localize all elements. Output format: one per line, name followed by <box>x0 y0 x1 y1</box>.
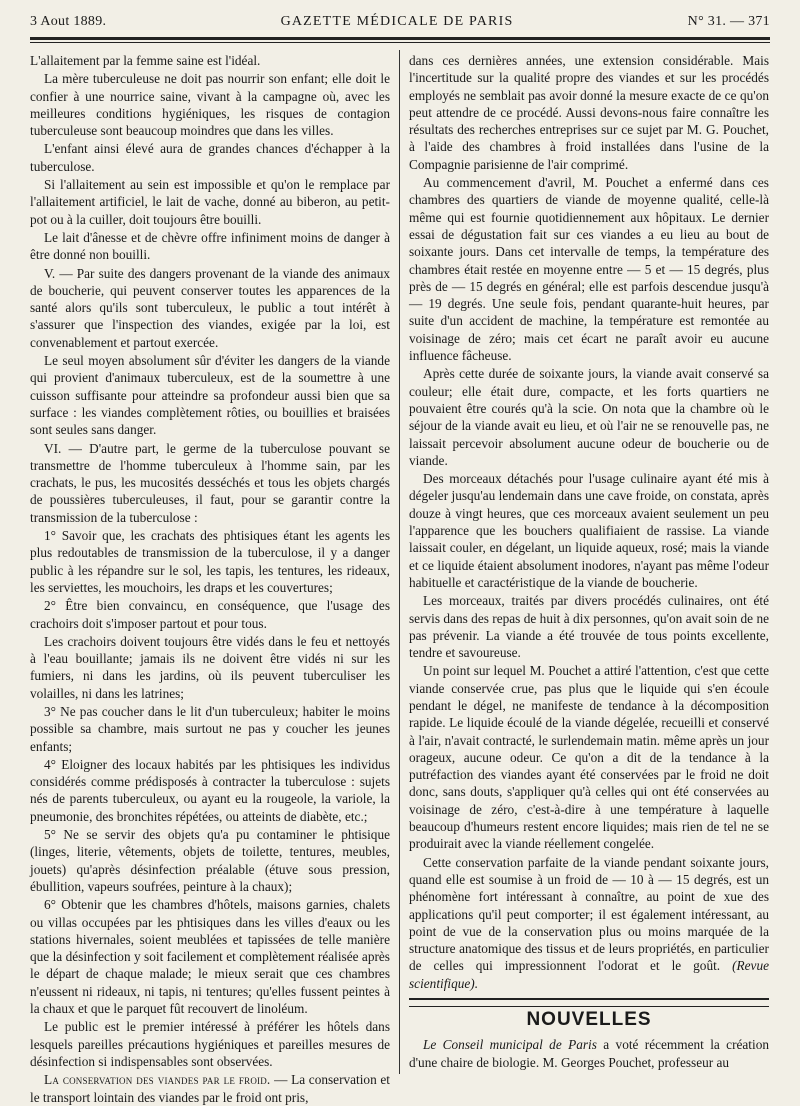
section-separator-thin <box>409 1006 769 1007</box>
journal-title: GAZETTE MÉDICALE DE PARIS <box>280 14 514 29</box>
paragraph: 3° Ne pas coucher dans le lit d'un tuberculeux; habiter le moins possible sa chambre, mais surtout ne pas y coucher les jeunes enfants; <box>30 703 390 754</box>
issue-page-number: N° 31. — 371 <box>687 14 770 29</box>
header-date: 3 Aout 1889. <box>30 14 107 29</box>
paragraph: Le seul moyen absolument sûr d'éviter les dangers de la viande qui provient d'animaux tuberculeux, est de la soumettre à une cuisson suffisante pour atteindre sa profondeur aussi bien que sa surface : les viandes complètement rôties, ou bouillies et braisées sont seules sans danger. <box>30 353 390 438</box>
paragraph: Au commencement d'avril, M. Pouchet a enfermé dans ces chambres des quartiers de viande de moyenne qualité, celle-là même qui est fournie quotidiennement aux hôpitaux. Le dernier essai de dégustation fait sur ces viandes a eu lieu au bout de soixante jours. Dans cet intervalle de temps, la température des chambres était restée en moyenne entre — 5 et — 15 degrés, plus près de — 15 degrés en général; elle est parfois descendue jusqu'à — 19 degrés. Une seule fois, pendant quarante-huit heures, par suite d'un accident de machine, la température est remontée au voisinage de zéro; mais cet écart ne paraît avoir eu aucune influence fâcheuse. <box>409 175 769 364</box>
paragraph: VI. — D'autre part, le germe de la tuberculose pouvant se transmettre de l'homme tuberculeux à l'homme sain, par les crachats, le pus, les mucosités desséchés et tous les objets chargés de poussières tuberculeuses, il faut, pour se garantir contre la transmission de la tuberculose : <box>30 440 390 525</box>
paragraph: 5° Ne se servir des objets qu'a pu contaminer le phtisique (linges, literie, vêtements, objets de toilette, tentures, meubles, jouets) qu'après désinfection préalable (étuve sous pression, ébullition, vapeurs soufrées, peinture à la chaux); <box>30 827 390 894</box>
paragraph-with-source <box>409 854 769 992</box>
paragraph: 1° Savoir que, les crachats des phtisiques étant les agents les plus redoutables de transmission de la tuberculose, il y a danger public à les répandre sur le sol, les tapis, les tentures, les rideaux, les serviettes, les mouchoirs, les draps et les couvertures; <box>30 528 390 595</box>
right-column <box>409 52 769 1074</box>
paragraph: Les crachoirs doivent toujours être vidés dans le feu et nettoyés à l'eau bouillante; jamais ils ne doivent être vidés ni sur les fumiers, ni dans les jardins, où ils peuvent tuberculiser les volailles, ni dans les latrines; <box>30 633 390 701</box>
section-lead-text: — La conservation et le transport lointain des viandes par le froid ont pris, <box>30 1072 390 1105</box>
paragraph: Les morceaux, traités par divers procédés culinaires, ont été servis dans des repas de huit à dix personnes, qu'on avait soin de ne pas prévenir. La viande a été trouvée de tous points excellente, tendre et savoureuse. <box>409 593 769 661</box>
paragraph: L'enfant ainsi élevé aura de grandes chances d'échapper à la tuberculose. <box>30 141 390 174</box>
section-conservation <box>30 1071 390 1106</box>
left-column <box>30 52 390 1105</box>
paragraph: 2° Être bien convaincu, en conséquence, que l'usage des crachoirs doit s'imposer partout et pour tous. <box>30 598 390 631</box>
page-header <box>30 14 770 30</box>
paragraph: Le lait d'ânesse et de chèvre offre infiniment moins de danger à être donné non bouilli. <box>30 229 390 263</box>
paragraph: La mère tuberculeuse ne doit pas nourrir son enfant; elle doit le confier à une nourrice saine, vivant à la campagne où, avec les meilleures conditions hygiéniques, les risques de contagion tuberculeuse sont beaucoup moindres que dans les villes. <box>30 71 390 139</box>
paragraph: L'allaitement par la femme saine est l'idéal. <box>30 53 261 68</box>
paragraph: V. — Par suite des dangers provenant de la viande des animaux de boucherie, qui peuvent conserver toutes les apparences de la santé alors qu'ils sont tuberculeux, le public a tout intérêt à s'assurer que l'inspection des viandes, exigée par la loi, est convenablement et partout exercée. <box>30 265 390 350</box>
paragraph: dans ces dernières années, une extension considérable. Mais l'incertitude sur la qualité propre des viandes et sur les procédés employés ne semblait pas avoir donné la mesure exacte de ce qu'on peut attendre de ce procédé. Aussi devons-nous faire connaître les résultats des recherches entreprises sur ce sujet par M. G. Pouchet, à l'aide des chambres à froid installées dans l'usine de la Compagnie parisienne de l'air comprimé. <box>409 53 769 172</box>
paragraph: 4° Eloigner des locaux habités par les phtisiques les individus considérés comme prédisposés à contracter la tuberculose : sujets nés de parents tuberculeux, ou ayant eu la rougeole, la variole, la pneumonie, des bronchites répétées, ou atteints de diabète, etc.; <box>30 756 390 824</box>
news-intro: Le Conseil municipal de Paris <box>423 1037 597 1053</box>
paragraph: Un point sur lequel M. Pouchet a attiré l'attention, c'est que cette viande conservée crue, pas plus que le liquide qui s'en écoule pendant le dégel, ne manifeste de tendance à la décomposition rapide. Le liquide écoulé de la viande dégelée, recueilli et conservé à l'air, n'avait contracté, le surlendemain matin. même après un jour orageux, aucune odeur. Ce qu'on a dit de la tendance à la putréfaction des viandes ayant été conservées par le froid ne doit donc, sans douts, s'appliquer qu'à celles qui ont été conservées au voisinage de zéro, c'est-à-dire à une température à laquelle beaucoup d'humeurs restent encore liquides; mais rien de tel ne se produirait avec la viande réellement congelée. <box>409 663 769 852</box>
news-heading: NOUVELLES <box>526 1009 652 1031</box>
paragraph: Après cette durée de soixante jours, la viande avait conservé sa couleur; elle était dure, compacte, et les forts quartiers ne pouvaient être courés qu'à la scie. On nota que la chambre où le séjour de la viande avait eu lieu, et où l'air ne se renouvelle pas, ne laissait percevoir absolument aucune odeur de boucherie ou de viande. <box>409 366 769 468</box>
column-divider <box>399 50 400 1074</box>
news-text: a voté récemment la création d'une chaire de biologie. M. Georges Pouchet, professeur au <box>409 1037 769 1070</box>
section-separator <box>409 998 769 1000</box>
paragraph: Le public est le premier intéressé à préférer les hôtels dans lesquels pareilles précautions hygiéniques et pareilles mesures de désinfection si indispensables sont observées. <box>30 1019 390 1069</box>
paragraph: 6° Obtenir que les chambres d'hôtels, maisons garnies, chalets ou villas occupées par les phtisiques dans les villes d'eaux ou les stations hivernales, soient meublées et tapissées de telle manière que la désinfection y soit facilement et complètement réalisée après le départ de chaque malade; le mieux serait que ces chambres n'eussent ni rideaux, ni tapis, ni tentures; qu'elles fussent peintes à la chaux et que le parquet fût recouvert de linoléum. <box>30 897 390 1017</box>
paragraph: Des morceaux détachés pour l'usage culinaire ayant été mis à dégeler jusqu'au lendemain dans une cave froide, on constata, après douze à vingt heures, que ces morceaux avaient seulement un peu l'apparence que les bouchers qualifiaient de rassise. La viande laissait couler, en dégelant, un liquide aqueux, rosé; mais la viande et ce liquide étaient absolument inodores, n'ayant pas même l'odeur habituelle et caractéristique de la viande de boucherie. <box>409 471 769 590</box>
section-heading: La conservation des viandes par le froid. <box>44 1072 271 1088</box>
news-paragraph <box>409 1036 769 1071</box>
paragraph-text: Cette conservation parfaite de la viande pendant soixante jours, quand elle est soumise à un froid de — 10 à — 15 degrés, est un phénomène fort intéressant à connaître, au point de xue des applications qu'il peut comporter; il est également intéressant, au point de vue de la conservation plus ou moins marquée de la structure anatomique des tissus et de leurs propriétés, en particulier de celles qui impressionnent l'odorat et le goût. <box>409 854 769 974</box>
header-rule-thick <box>30 37 770 40</box>
paragraph: Si l'allaitement au sein est impossible et qu'on le remplace par l'allaitement artificiel, le lait de vache, donné au biberon, au petit-pot ou à la cuiller, doit toujours être bouilli. <box>30 177 390 227</box>
source-citation: (Revue scientifique). <box>409 958 770 991</box>
header-rule-thin <box>30 42 770 43</box>
